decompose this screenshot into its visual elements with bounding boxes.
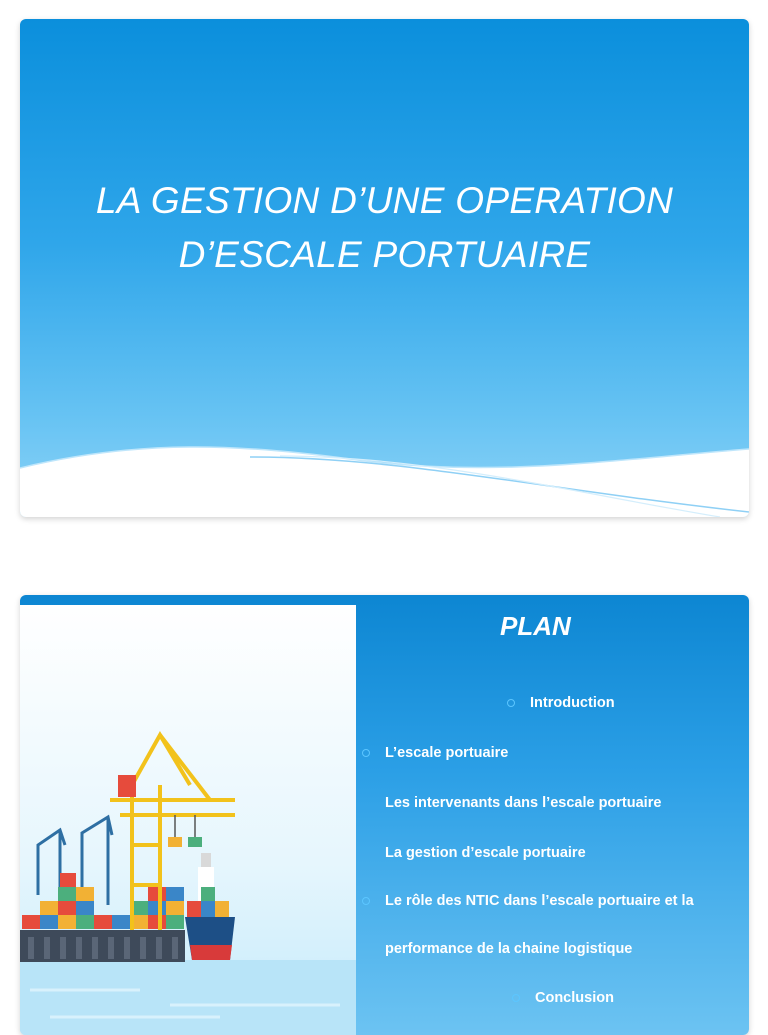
plan-item-ntic-continued: performance de la chaine logistique bbox=[385, 941, 633, 957]
title-line-2: D’ESCALE PORTUAIRE bbox=[178, 234, 591, 275]
plan-item-gestion: La gestion d’escale portuaire bbox=[385, 845, 586, 861]
title-line-1: LA GESTION D’UNE OPERATION bbox=[95, 180, 674, 221]
author-name: YOUSFI SARA bbox=[638, 472, 739, 489]
plan-item-introduction: Introduction bbox=[530, 695, 615, 711]
plan-item-ntic: Le rôle des NTIC dans l’escale portuaire et la bbox=[385, 893, 694, 909]
bullet-icon bbox=[512, 994, 520, 1002]
plan-item-conclusion: Conclusion bbox=[535, 990, 614, 1006]
plan-heading: PLAN bbox=[500, 611, 571, 641]
presentation-title bbox=[20, 174, 749, 282]
bullet-icon bbox=[362, 749, 370, 757]
plan-item-escale: L’escale portuaire bbox=[385, 745, 509, 761]
crane-cabin bbox=[118, 775, 136, 797]
plan-item-intervenants: Les intervenants dans l’escale portuaire bbox=[385, 795, 662, 811]
title-slide bbox=[20, 19, 749, 517]
bullet-icon bbox=[507, 699, 515, 707]
bullet-icon bbox=[362, 897, 370, 905]
plan-slide bbox=[20, 595, 749, 1035]
port-illustration bbox=[20, 605, 356, 1035]
